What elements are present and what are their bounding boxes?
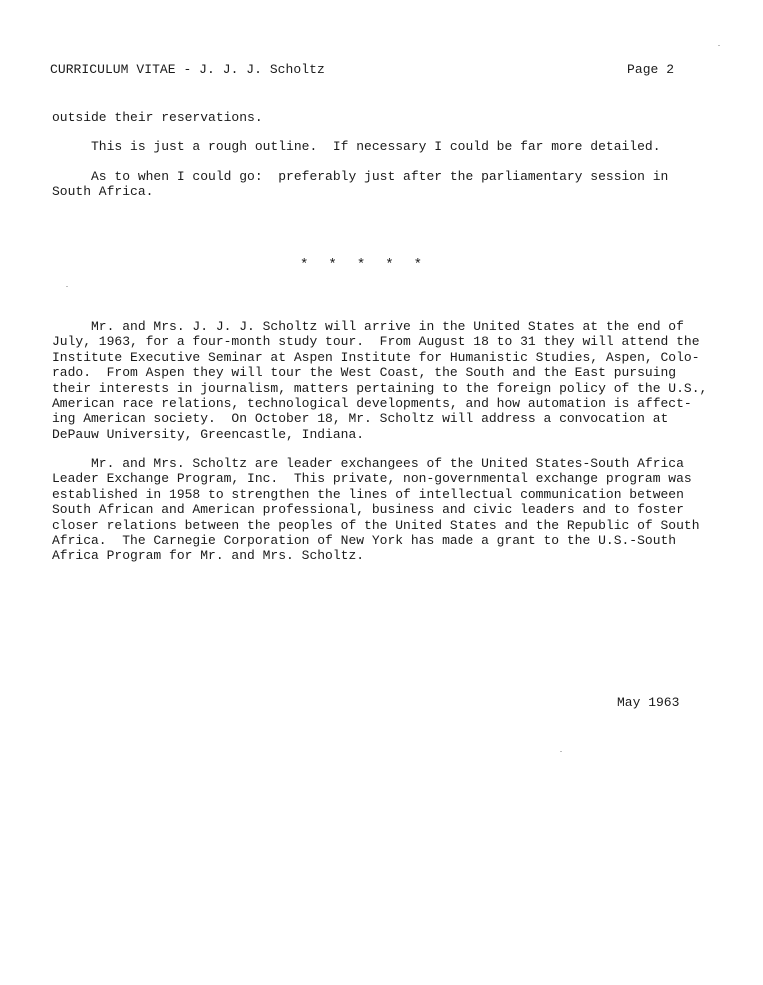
separator-star: * <box>300 257 309 273</box>
text-line: South African and American professional, business and civic leaders and to foster <box>52 502 684 518</box>
paragraph-outline-note <box>52 139 682 154</box>
text-line: July, 1963, for a four-month study tour. From August 18 to 31 they will attend the <box>52 334 700 350</box>
text-line: This is just a rough outline. If necessary I could be far more detailed. <box>52 139 661 154</box>
text-line: established in 1958 to strengthen the lines of intellectual communication between <box>52 486 684 502</box>
paragraph-continuation <box>52 110 682 125</box>
paragraph-timing <box>52 169 682 200</box>
scan-speck <box>718 45 720 46</box>
separator-star: * <box>356 257 366 273</box>
text-line: ing American society. On October 18, Mr. Scholtz will address a convocation at <box>52 411 669 427</box>
scan-speck <box>66 286 68 287</box>
separator-star: * <box>328 257 337 273</box>
text-line: closer relations between the peoples of the United States and the Republic of South <box>52 517 700 533</box>
text-line: South Africa. <box>52 184 154 200</box>
text-line: As to when I could go: preferably just after the parliamentary session in <box>52 169 669 184</box>
section-separator <box>300 258 422 273</box>
document-date: May 1963 <box>617 695 680 710</box>
text-line: Institute Executive Seminar at Aspen Institute for Humanistic Studies, Aspen, Colo- <box>52 349 700 365</box>
document-header-title: CURRICULUM VITAE - J. J. J. Scholtz <box>50 62 325 77</box>
paragraph-exchange-program <box>52 456 700 564</box>
text-line: their interests in journalism, matters pertaining to the foreign policy of the U.S., <box>52 380 708 396</box>
separator-star: * <box>385 257 394 273</box>
text-line: Africa Program for Mr. and Mrs. Scholtz. <box>52 548 365 564</box>
text-line: American race relations, technological developments, and how automation is affect- <box>52 395 692 411</box>
scan-speck <box>560 751 562 752</box>
text-line: Africa. The Carnegie Corporation of New York has made a grant to the U.S.-South <box>52 532 677 548</box>
text-line: outside their reservations. <box>52 110 263 125</box>
paragraph-study-tour <box>52 319 708 442</box>
text-line: Mr. and Mrs. J. J. J. Scholtz will arrive in the United States at the end of <box>52 319 684 334</box>
separator-star: * <box>413 257 423 273</box>
text-line: rado. From Aspen they will tour the West Coast, the South and the East pursuing <box>52 365 677 381</box>
text-line: DePauw University, Greencastle, Indiana. <box>52 426 365 442</box>
text-line: Mr. and Mrs. Scholtz are leader exchangees of the United States-South Africa <box>52 456 684 471</box>
text-line: Leader Exchange Program, Inc. This private, non-governmental exchange program was <box>52 471 692 487</box>
page-number: Page 2 <box>627 62 675 77</box>
